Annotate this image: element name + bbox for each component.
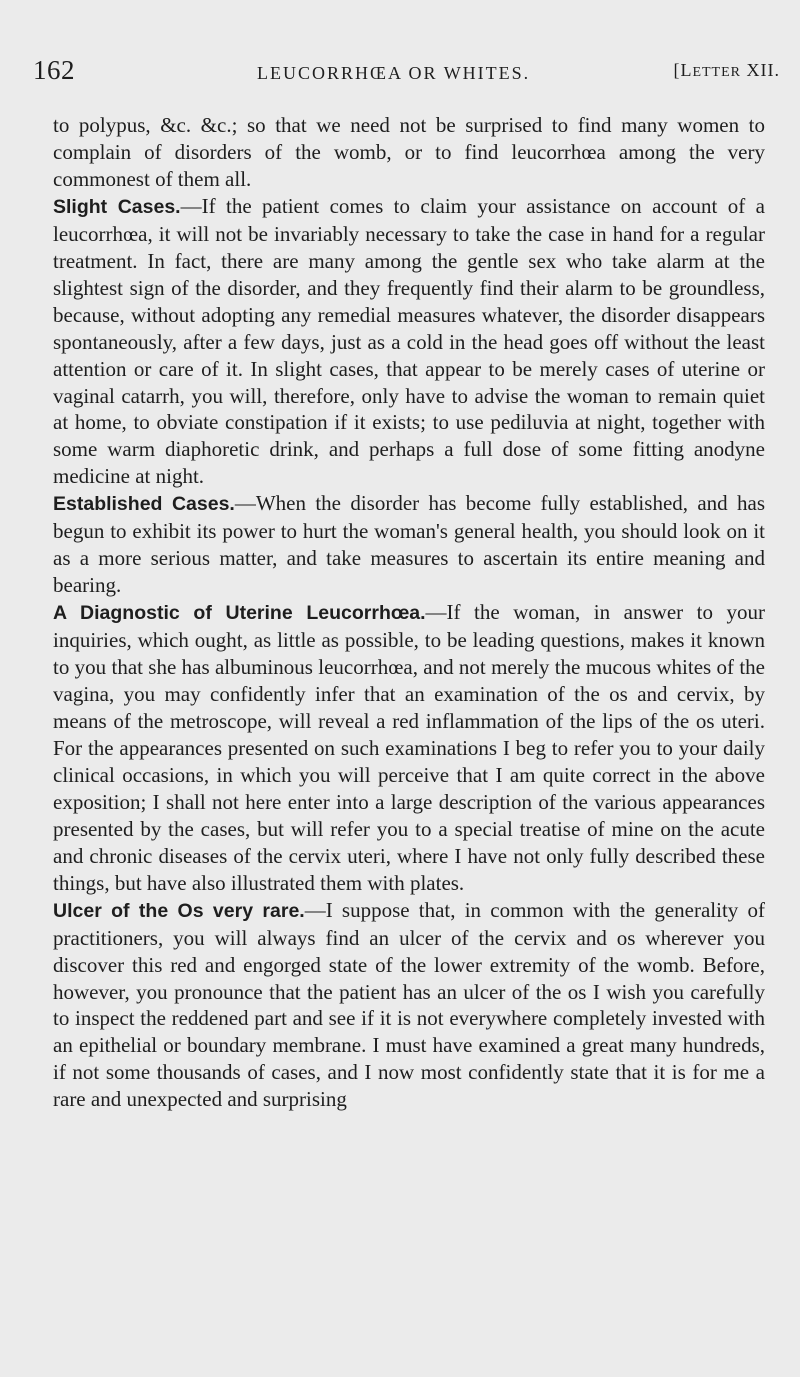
page-header [33, 54, 780, 86]
paragraph-text: to polypus, &c. &c.; so that we need not be surprised to find many women to complain of disorders of the womb, or to find leucorrhœa among the very commonest of them all. [53, 113, 765, 191]
letter-ref-open: [L [673, 60, 693, 80]
paragraph-text: —If the patient comes to claim your assistance on account of a leucorrhœa, it will not be invariably necessary to take the case in hand for a regular treatment. In fact, there are many among the gentle sex who take alarm at the slightest sign of the disorder, and they frequently find their alarm to be groundless, because, without adopting any remedial measures whatever, the disorder disappears spontaneously, after a few days, just as a cold in the head goes off without the least attention or care of it. In slight cases, that appear to be merely cases of uterine or vaginal catarrh, you will, therefore, only have to advise the woman to remain quiet at home, to obviate constipation if it exists; to use pediluvia at night, together with some warm diaphoretic drink, and perhaps a full dose of some fitting anodyne medicine at night. [53, 193, 765, 489]
body-text [53, 112, 765, 1113]
section-heading: Established Cases. [53, 493, 235, 516]
letter-reference [673, 57, 780, 86]
paragraph-ulcer [53, 897, 765, 1114]
paragraph-established-cases [53, 490, 765, 599]
letter-ref-number: XII. [741, 60, 780, 80]
section-heading: Ulcer of the Os very rare. [53, 899, 305, 922]
paragraph-text: —If the woman, in answer to your inquiries, which ought, as little as possible, to be leading questions, makes it known to you that she has albuminous leucorrhœa, and not merely the mucous whites of the vagina, you may confidently infer that an examination of the os and cervix, by means of the metroscope, will reveal a red inflammation of the lips of the os uteri. For the appearances presented on such examinations I beg to refer you to your daily clinical occasions, in which you will perceive that I am quite correct in the above exposition; I shall not here enter into a large description of the various appearances presented by the cases, but will refer you to a special treatise of mine on the acute and chronic diseases of the cervix uteri, where I have not only fully described these things, but have also illustrated them with plates. [53, 600, 765, 895]
section-heading: A Diagnostic of Uterine Leucorrhœa. [53, 602, 426, 625]
paragraph-diagnostic [53, 599, 765, 896]
page-number: 162 [33, 55, 75, 85]
section-heading: Slight Cases. [53, 195, 181, 218]
running-title: LEUCORRHŒA OR WHITES. [257, 63, 531, 83]
letter-ref-word: ETTER [692, 65, 741, 80]
paragraph-text: —When the disorder has become fully established, and has begun to exhibit its power to hurt the woman's general health, you should look on it as a more serious matter, and take measures to ascertain its entire meaning and bearing. [53, 491, 766, 598]
paragraph-slight-cases [53, 193, 765, 490]
paragraph-text: —I suppose that, in common with the generality of practitioners, you will always find an ulcer of the cervix and os wherever you discover this red and engorged state of the lower extremity of the womb. Before, however, you pronounce that the patient has an ulcer of the os I wish you carefully to inspect the reddened part and see if it is not everywhere completely invested with an epithelial or boundary membrane. I must have examined a great many hundreds, if not some thousands of cases, and I now most confidently state that it is for me a rare and unexpected and surprising [53, 897, 765, 1112]
paragraph-continuation [53, 112, 765, 193]
